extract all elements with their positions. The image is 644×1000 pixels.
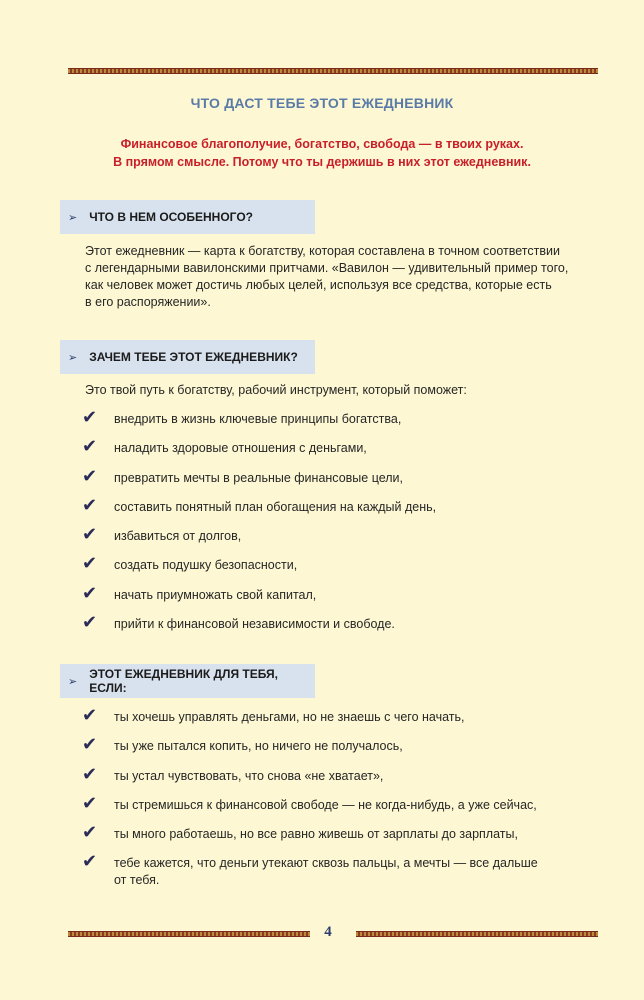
bottom-ornament-rule-left bbox=[68, 931, 310, 937]
paragraph-line: в его распоряжении». bbox=[85, 295, 211, 309]
paragraph-line: с легендарными вавилонскими притчами. «Вавилон — удивительный пример того, bbox=[85, 261, 569, 275]
check-icon: ✔ bbox=[82, 407, 98, 427]
section-header-why bbox=[60, 340, 315, 374]
list-item: ✔ создать подушку безопасности, bbox=[82, 553, 298, 574]
list-item: ✔ ты много работаешь, но все равно живешь от зарплаты до зарплаты, bbox=[82, 822, 518, 843]
list-item: ✔ превратить мечты в реальные финансовые цели, bbox=[82, 465, 403, 486]
list-item: ✔ составить понятный план обогащения на каждый день, bbox=[82, 494, 437, 515]
section-intro: Это твой путь к богатству, рабочий инструмент, который поможет: bbox=[85, 383, 467, 397]
check-icon: ✔ bbox=[82, 734, 98, 755]
check-icon: ✔ bbox=[82, 436, 98, 457]
subtitle-line: В прямом смысле. Потому что ты держишь в них этот ежедневник. bbox=[113, 155, 531, 169]
arrow-icon: ➢ bbox=[68, 211, 78, 224]
check-icon: ✔ bbox=[82, 822, 98, 843]
check-icon: ✔ bbox=[82, 553, 98, 574]
arrow-icon: ➢ bbox=[68, 351, 78, 364]
list-item: ✔ начать приумножать свой капитал, bbox=[82, 582, 317, 603]
check-icon: ✔ bbox=[82, 792, 98, 813]
check-icon: ✔ bbox=[82, 465, 98, 486]
check-icon: ✔ bbox=[82, 763, 98, 784]
list-item-line: тебе кажется, что деньги утекают сквозь пальцы, а мечты — все дальше bbox=[114, 856, 538, 871]
list-item: ✔ внедрить в жизнь ключевые принципы богатства, bbox=[82, 407, 402, 427]
top-ornament-rule bbox=[68, 68, 598, 74]
page-subtitle bbox=[0, 135, 644, 171]
check-icon: ✔ bbox=[82, 582, 98, 603]
section-header-for-you bbox=[60, 664, 315, 698]
page-title: ЧТО ДАСТ ТЕБЕ ЭТОТ ЕЖЕДНЕВНИК bbox=[190, 95, 454, 111]
benefits-list bbox=[82, 407, 602, 645]
check-icon: ✔ bbox=[82, 524, 98, 545]
list-item: ✔ ты устал чувствовать, что снова «не хватает», bbox=[82, 763, 384, 784]
check-icon: ✔ bbox=[82, 851, 98, 872]
section-header-label: ЧТО В НЕМ ОСОБЕННОГО? bbox=[89, 210, 253, 224]
list-item: ✔ ты хочешь управлять деньгами, но не знаешь с чего начать, bbox=[82, 705, 465, 725]
check-icon: ✔ bbox=[82, 705, 98, 725]
section-header-special bbox=[60, 200, 315, 234]
check-icon: ✔ bbox=[82, 612, 98, 633]
paragraph-line: Этот ежедневник — карта к богатству, которая составлена в точном соответствии bbox=[85, 244, 560, 258]
check-icon: ✔ bbox=[82, 494, 98, 515]
list-item: ✔ наладить здоровые отношения с деньгами, bbox=[82, 436, 367, 457]
list-item: ✔ избавиться от долгов, bbox=[82, 524, 242, 545]
list-item-line: от тебя. bbox=[114, 873, 160, 888]
audience-list bbox=[82, 705, 602, 895]
arrow-icon: ➢ bbox=[68, 675, 78, 688]
list-item: ✔ ты стремишься к финансовой свободе — не когда-нибудь, а уже сейчас, bbox=[82, 792, 537, 813]
bottom-ornament-rule-right bbox=[356, 931, 598, 937]
page-number: 4 bbox=[324, 924, 332, 940]
section-paragraph bbox=[85, 243, 595, 311]
list-item: ✔ прийти к финансовой независимости и свободе. bbox=[82, 612, 395, 633]
list-item: ✔ ты уже пытался копить, но ничего не получалось, bbox=[82, 734, 403, 755]
section-header-label: ЗАЧЕМ ТЕБЕ ЭТОТ ЕЖЕДНЕВНИК? bbox=[89, 350, 298, 364]
paragraph-line: как человек может достичь любых целей, используя все средства, которые есть bbox=[85, 278, 552, 292]
section-header-label: ЭТОТ ЕЖЕДНЕВНИК ДЛЯ ТЕБЯ, ЕСЛИ: bbox=[89, 667, 279, 695]
list-item bbox=[82, 851, 602, 895]
subtitle-line: Финансовое благополучие, богатство, свобода — в твоих руках. bbox=[120, 137, 524, 151]
